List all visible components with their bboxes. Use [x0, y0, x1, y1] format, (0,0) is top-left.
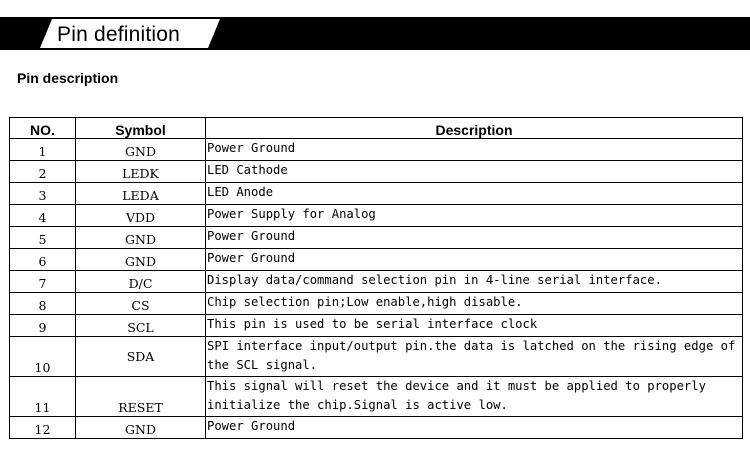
pin-symbol: GND [76, 417, 206, 439]
pin-number: 12 [10, 417, 76, 439]
table-row [10, 205, 743, 227]
pin-description: LED Anode [206, 183, 743, 205]
pin-symbol: RESET [76, 377, 206, 417]
pin-description: Power Ground [206, 227, 743, 249]
table-row [10, 417, 743, 439]
pin-number: 2 [10, 161, 76, 183]
table-row [10, 315, 743, 337]
pin-symbol: D/C [76, 271, 206, 293]
column-header-description: Description [206, 118, 743, 139]
table-row [10, 227, 743, 249]
pin-symbol: GND [76, 139, 206, 161]
pin-number: 7 [10, 271, 76, 293]
column-header-symbol: Symbol [76, 118, 206, 139]
pin-description: Power Ground [206, 139, 743, 161]
pin-description: Display data/command selection pin in 4-line serial interface. [206, 271, 743, 293]
table-row [10, 249, 743, 271]
pin-number: 9 [10, 315, 76, 337]
table-row [10, 161, 743, 183]
pin-number: 3 [10, 183, 76, 205]
pin-description: Chip selection pin;Low enable,high disable. [206, 293, 743, 315]
pin-symbol: LEDA [76, 183, 206, 205]
table-row [10, 183, 743, 205]
pin-symbol: VDD [76, 205, 206, 227]
pin-number: 10 [10, 337, 76, 377]
pin-number: 4 [10, 205, 76, 227]
pin-symbol: CS [76, 293, 206, 315]
column-header-no: NO. [10, 118, 76, 139]
pin-table [9, 117, 743, 439]
table-row [10, 377, 743, 417]
pin-description: SPI interface input/output pin.the data is latched on the rising edge of the SCL signal. [206, 337, 743, 377]
section-title: Pin description [17, 70, 119, 86]
table-row [10, 293, 743, 315]
table-row [10, 337, 743, 377]
pin-description: This pin is used to be serial interface clock [206, 315, 743, 337]
pin-symbol: LEDK [76, 161, 206, 183]
pin-number: 5 [10, 227, 76, 249]
pin-number: 6 [10, 249, 76, 271]
pin-description: Power Ground [206, 417, 743, 439]
pin-description: LED Cathode [206, 161, 743, 183]
pin-description: This signal will reset the device and it must be applied to properly initialize the chip.Signal is active low. [206, 377, 743, 417]
pin-number: 11 [10, 377, 76, 417]
pin-number: 8 [10, 293, 76, 315]
pin-number: 1 [10, 139, 76, 161]
pin-description: Power Supply for Analog [206, 205, 743, 227]
page-title: Pin definition [57, 23, 181, 46]
pin-symbol: SCL [76, 315, 206, 337]
pin-symbol: GND [76, 249, 206, 271]
table-row [10, 139, 743, 161]
pin-symbol: GND [76, 227, 206, 249]
table-header-row [10, 118, 743, 139]
table-row [10, 271, 743, 293]
pin-description: Power Ground [206, 249, 743, 271]
pin-symbol: SDA [76, 337, 206, 377]
